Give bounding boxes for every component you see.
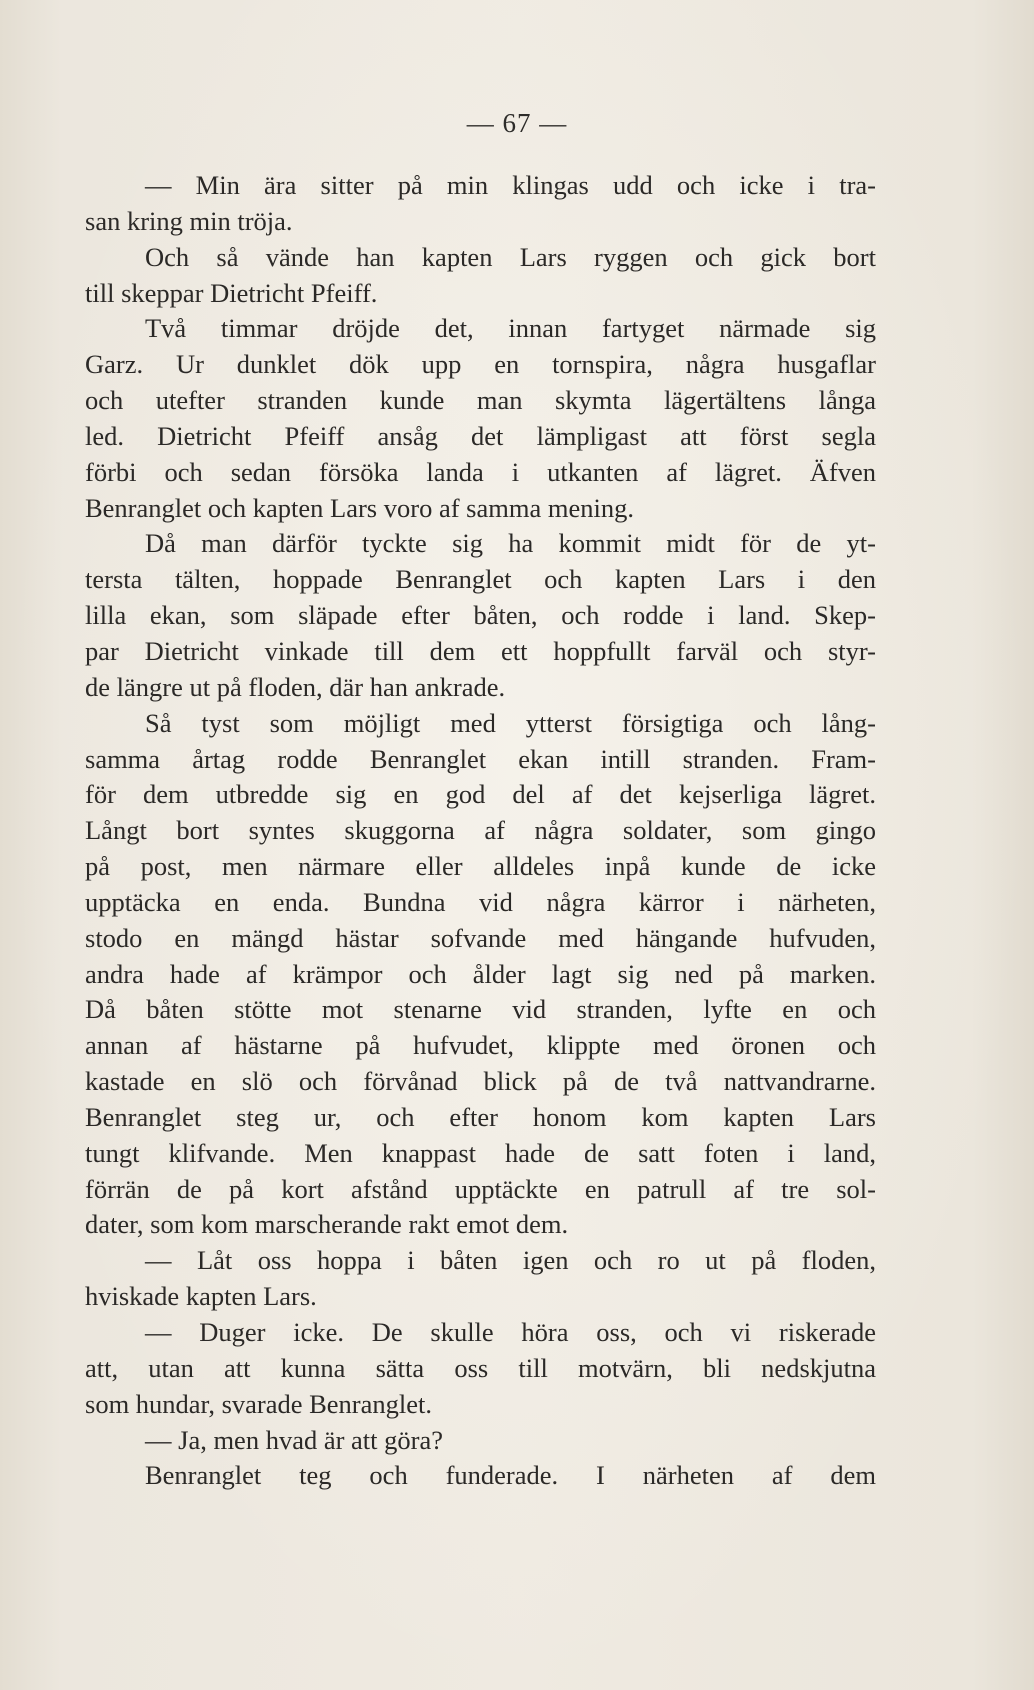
text-line: andra hade af krämpor och ålder lagt sig ned på marken. [85, 958, 876, 989]
text-line: san kring min tröja. [85, 205, 293, 236]
text-line: för dem utbredde sig en god del af det kejserliga lägret. [85, 779, 876, 810]
text-line: par Dietricht vinkade till dem ett hoppfullt farväl och styr- [85, 635, 876, 666]
text-line: Benranglet steg ur, och efter honom kom kapten Lars [85, 1101, 876, 1132]
text-line: tungt klifvande. Men knappast hade de satt foten i land, [85, 1137, 876, 1168]
page-number: — 67 — [466, 108, 568, 138]
text-line: Långt bort syntes skuggorna af några soldater, som gingo [85, 815, 876, 846]
text-line: Och så vände han kapten Lars ryggen och gick bort [145, 241, 876, 272]
text-line: lilla ekan, som släpade efter båten, och rodde i land. Skep- [85, 600, 876, 631]
text-line: hviskade kapten Lars. [85, 1281, 317, 1312]
text-line: annan af hästarne på hufvudet, klippte med öronen och [85, 1030, 876, 1061]
text-line: förbi och sedan försöka landa i utkanten af lägret. Äfven [85, 456, 876, 487]
text-line: som hundar, svarade Benranglet. [85, 1388, 433, 1419]
text-line: Så tyst som möjligt med ytterst försigtiga och lång- [145, 707, 876, 738]
text-line: Då man därför tyckte sig ha kommit midt för de yt- [145, 528, 876, 559]
body-text [85, 168, 876, 1494]
text-line: dater, som kom marscherande rakt emot dem. [85, 1209, 569, 1240]
text-line: Benranglet och kapten Lars voro af samma mening. [85, 492, 634, 523]
text-line: — Min ära sitter på min klingas udd och icke i tra- [145, 170, 876, 200]
text-line: Då båten stötte mot stenarne vid stranden, lyfte en och [85, 994, 876, 1025]
text-line: stodo en mängd hästar sofvande med hängande hufvuden, [85, 922, 876, 953]
text-line: Benranglet teg och funderade. I närheten af dem [145, 1460, 876, 1491]
text-line: och utefter stranden kunde man skymta lägertältens långa [85, 385, 876, 416]
text-line: att, utan att kunna sätta oss till motvärn, bli nedskjutna [85, 1352, 876, 1383]
text-line: upptäcka en enda. Bundna vid några kärror i närheten, [85, 886, 876, 917]
text-line: förrän de på kort afstånd upptäckte en patrull af tre sol- [85, 1173, 876, 1204]
text-line: — Ja, men hvad är att göra? [145, 1424, 444, 1455]
text-line: kastade en slö och förvånad blick på de två nattvandrarne. [85, 1066, 876, 1097]
text-line: Garz. Ur dunklet dök upp en tornspira, några husgaflar [85, 349, 876, 380]
text-line: till skeppar Dietricht Pfeiff. [85, 277, 378, 308]
text-line: på post, men närmare eller alldeles inpå kunde de icke [85, 851, 876, 882]
text-line: tersta tälten, hoppade Benranglet och kapten Lars i den [85, 564, 876, 595]
text-line: Två timmar dröjde det, innan fartyget närmade sig [145, 313, 876, 344]
text-line: samma årtag rodde Benranglet ekan intill stranden. Fram- [85, 743, 876, 774]
text-line: — Låt oss hoppa i båten igen och ro ut på floden, [145, 1245, 876, 1276]
text-line: de längre ut på floden, där han ankrade. [85, 671, 506, 702]
text-line: — Duger icke. De skulle höra oss, och vi riskerade [145, 1317, 876, 1347]
text-line: led. Dietricht Pfeiff ansåg det lämpligast att först segla [85, 420, 876, 451]
